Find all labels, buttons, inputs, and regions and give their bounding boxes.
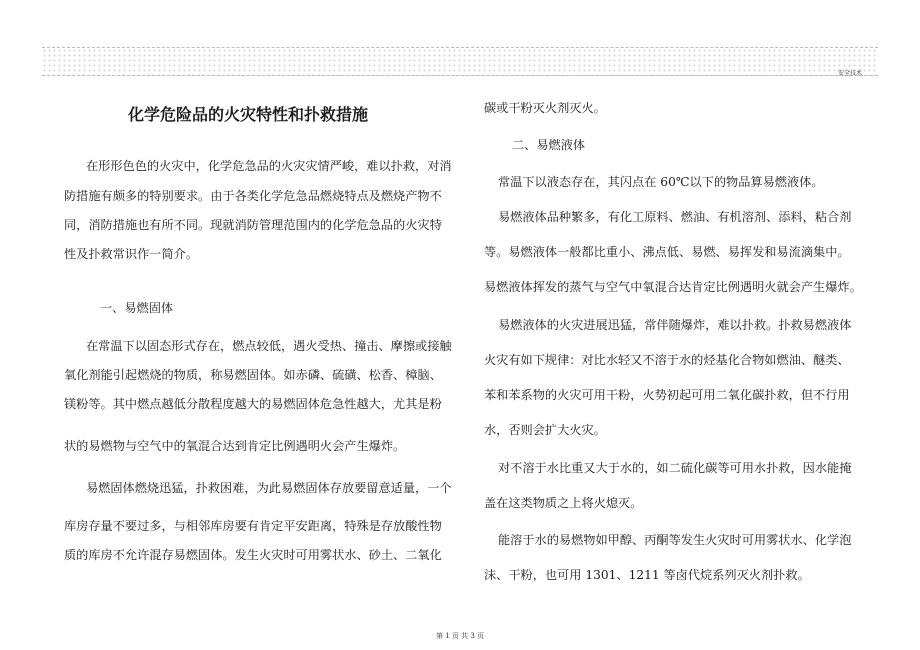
right-column-line: 二、易燃液体 <box>512 138 586 152</box>
right-column-line: 等。易燃液体一般都比重小、沸点低、易燃、易挥发和易流滴集中。 <box>484 245 850 259</box>
left-column-line: 质的库房不允许混存易燃固体。发生火灾时可用雾状水、砂土、二氧化 <box>64 548 442 562</box>
left-column-line: 镁粉等。其中燃点越低分散程度越大的易燃固体危急性越大，尤其是粉 <box>64 397 442 411</box>
right-column-line: 沫、干粉，也可用 1301、1211 等卤代烷系列灭火剂扑救。 <box>484 568 810 582</box>
page-title: 化学危险品的火灾特性和扑救措施 <box>128 105 369 124</box>
left-column-line: 防措施有颇多的特别要求。由于各类化学危急品燃烧特点及燃烧产物不 <box>64 189 442 203</box>
header-band <box>42 47 878 76</box>
left-column-line: 氧化剂能引起燃烧的物质，称易燃固体。如赤磷、硫磺、松香、樟脑、 <box>64 368 442 382</box>
right-column-line: 易燃液体的火灾进展迅猛，常伴随爆炸，难以扑救。扑救易燃液体 <box>498 318 852 332</box>
right-column-line: 苯和苯系物的火灾可用干粉，火势初起可用二氧化碳扑救，但不行用 <box>484 388 850 402</box>
left-column-line: 库房存量不要过多，与相邻库房要有肯定平安距离，特殊是存放酸性物 <box>64 519 442 533</box>
left-column-line: 同，消防措施也有所不同。现就消防管理范围内的化学危急品的火灾特 <box>64 218 442 232</box>
left-column-line: 性及扑救常识作一简介。 <box>64 247 199 261</box>
right-column-line: 对不溶于水比重又大于水的，如二硫化碳等可用水扑救，因水能掩 <box>498 461 852 475</box>
right-column-line: 易燃液体品种繁多，有化工原料、燃油、有机溶剂、添料，粘合剂 <box>498 210 852 224</box>
right-column-line: 盖在这类物质之上将火熄灭。 <box>484 496 643 510</box>
left-column-line: 状的易燃物与空气中的氧混合达到肯定比例遇明火会产生爆炸。 <box>64 439 406 453</box>
right-column-line: 能溶于水的易燃物如甲醇、丙酮等发生火灾时可用雾状水、化学泡 <box>498 533 852 547</box>
left-column-line: 在形形色色的火灾中，化学危急品的火灾灾情严峻，难以扑救，对消 <box>86 159 452 173</box>
left-column-line: 一、易燃固体 <box>100 301 174 315</box>
left-column-line: 易燃固体燃烧迅猛，扑救困难，为此易燃固体存放要留意适量，一个 <box>86 481 452 495</box>
right-column-line: 水，否则会扩大火灾。 <box>484 423 606 437</box>
right-column-line: 碳或干粉灭火剂灭火。 <box>484 101 606 115</box>
right-column-line: 火灾有如下规律：对比水轻又不溶于水的烃基化合物如燃油、醚类、 <box>484 353 850 367</box>
page-footer: 第 1 页 共 3 页 <box>435 632 485 640</box>
right-column-line: 常温下以液态存在，其闪点在 60℃以下的物品算易燃液体。 <box>498 175 824 189</box>
right-column-line: 易燃液体挥发的蒸气与空气中氧混合达肯定比例遇明火就会产生爆炸。 <box>484 280 862 294</box>
left-column-line: 在常温下以固态形式存在，燃点较低，遇火受热、撞击、摩擦或接触 <box>86 339 452 353</box>
header-tag: 安全技术 <box>837 70 862 77</box>
